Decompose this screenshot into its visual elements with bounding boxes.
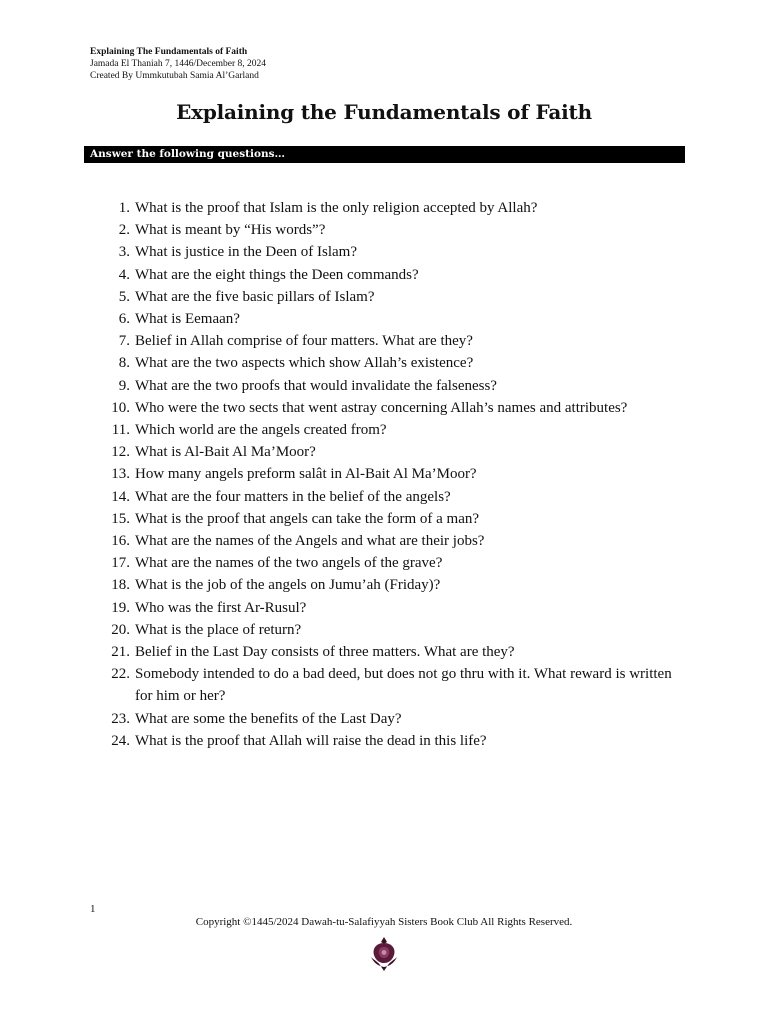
- question-item: [90, 597, 690, 619]
- question-item: [90, 397, 690, 419]
- question-item: [90, 486, 690, 508]
- question-text: What is the proof that angels can take the form of a man?: [135, 510, 480, 527]
- question-number: 1.: [118, 200, 130, 216]
- question-text: What are the names of the Angels and what are their jobs?: [135, 533, 485, 550]
- question-item: [90, 330, 690, 352]
- question-number: 7.: [118, 333, 130, 350]
- question-item: [90, 530, 690, 552]
- question-item: [90, 641, 690, 663]
- question-number: 13.: [111, 466, 130, 483]
- question-item: [90, 730, 690, 752]
- question-list: [90, 197, 690, 752]
- document-header: [90, 46, 266, 82]
- question-text: What are some the benefits of the Last Day?: [135, 710, 402, 727]
- question-item: [90, 219, 690, 241]
- question-item: [90, 441, 690, 463]
- question-number: 11.: [111, 422, 130, 439]
- question-text: What is the place of return?: [135, 621, 302, 638]
- question-item: [90, 352, 690, 374]
- question-text: What is justice in the Deen of Islam?: [135, 244, 358, 261]
- header-title: Explaining The Fundamentals of Faith: [90, 47, 248, 57]
- question-text: Which world are the angels created from?: [135, 422, 387, 439]
- question-number: 10.: [111, 399, 130, 416]
- question-number: 16.: [111, 533, 130, 550]
- question-number: 4.: [118, 266, 130, 283]
- question-number: 5.: [118, 288, 130, 305]
- question-number: 19.: [111, 599, 130, 616]
- question-number: 6.: [118, 311, 130, 328]
- question-item: [90, 619, 690, 641]
- question-number: 15.: [111, 510, 130, 527]
- instruction-banner: Answer the following questions…: [84, 146, 685, 163]
- question-text: What is the proof that Islam is the only religion accepted by Allah?: [135, 200, 538, 216]
- question-item: [90, 197, 690, 219]
- question-text: Who was the first Ar-Rusul?: [135, 599, 307, 616]
- question-text: What are the names of the two angels of the grave?: [135, 555, 443, 572]
- question-text: How many angels preform salât in Al-Bait Al Ma’Moor?: [135, 466, 477, 483]
- question-text: Somebody intended to do a bad deed, but does not go thru with it. What reward is written for him or her?: [135, 666, 672, 705]
- question-number: 24.: [111, 732, 130, 749]
- question-item: [90, 419, 690, 441]
- question-text: What is Al-Bait Al Ma’Moor?: [135, 444, 316, 461]
- rose-emblem-icon: [368, 935, 400, 973]
- question-number: 2.: [118, 222, 130, 239]
- header-author: Created By Ummkutubah Samia Al’Garland: [90, 71, 259, 81]
- question-number: 22.: [111, 666, 130, 683]
- question-text: What are the two aspects which show Allah’s existence?: [135, 355, 474, 372]
- question-item: [90, 663, 690, 707]
- question-number: 18.: [111, 577, 130, 594]
- question-item: [90, 463, 690, 485]
- question-item: [90, 708, 690, 730]
- question-text: Belief in the Last Day consists of three matters. What are they?: [135, 644, 515, 661]
- question-item: [90, 241, 690, 263]
- question-item: [90, 308, 690, 330]
- question-text: What is Eemaan?: [135, 311, 240, 328]
- question-number: 17.: [111, 555, 130, 572]
- page-number: 1: [90, 903, 96, 915]
- question-item: [90, 574, 690, 596]
- question-number: 12.: [111, 444, 130, 461]
- question-text: Who were the two sects that went astray concerning Allah’s names and attributes?: [135, 399, 628, 416]
- question-number: 9.: [118, 377, 130, 394]
- question-item: [90, 286, 690, 308]
- copyright-notice: Copyright ©1445/2024 Dawah-tu-Salafiyyah Sisters Book Club All Rights Reserved.: [195, 916, 573, 928]
- question-text: What are the four matters in the belief of the angels?: [135, 488, 451, 505]
- page-title: Explaining the Fundamentals of Faith: [176, 100, 592, 124]
- question-text: What are the five basic pillars of Islam?: [135, 288, 375, 305]
- question-number: 21.: [111, 644, 130, 661]
- question-text: What is the job of the angels on Jumu’ah (Friday)?: [135, 577, 441, 594]
- question-text: What are the eight things the Deen commands?: [135, 266, 419, 283]
- question-number: 20.: [111, 621, 130, 638]
- question-text: What is the proof that Allah will raise the dead in this life?: [135, 732, 487, 749]
- question-item: [90, 552, 690, 574]
- question-number: 23.: [111, 710, 130, 727]
- header-date: Jamada El Thaniah 7, 1446/December 8, 2024: [90, 59, 267, 69]
- question-text: What are the two proofs that would invalidate the falseness?: [135, 377, 497, 394]
- question-number: 8.: [118, 355, 130, 372]
- question-item: [90, 375, 690, 397]
- question-number: 14.: [111, 488, 130, 505]
- question-number: 3.: [118, 244, 130, 261]
- question-text: Belief in Allah comprise of four matters. What are they?: [135, 333, 473, 350]
- question-text: What is meant by “His words”?: [135, 222, 326, 239]
- question-item: [90, 508, 690, 530]
- question-item: [90, 264, 690, 286]
